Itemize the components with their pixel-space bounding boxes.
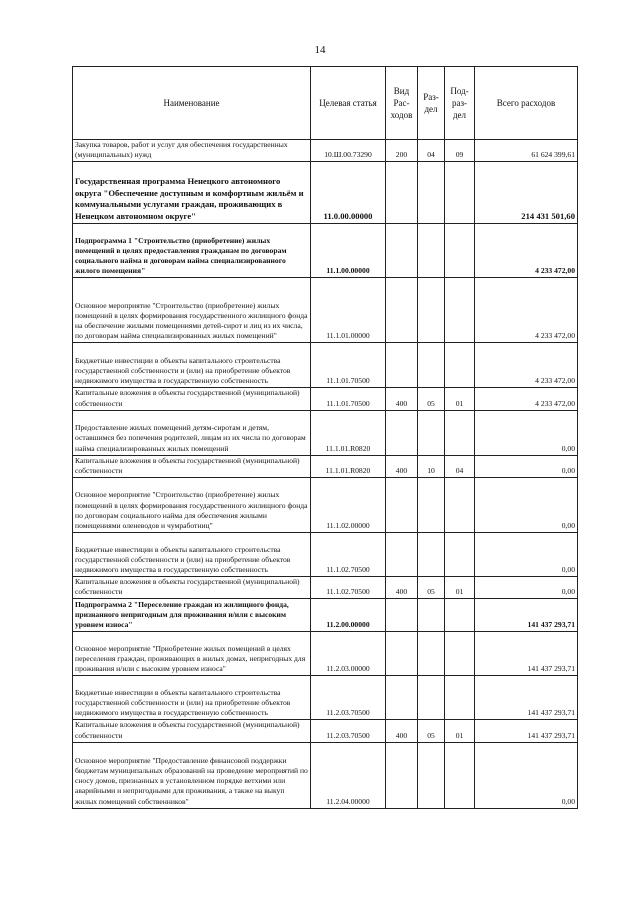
- row-target: 11.1.02.00000: [311, 478, 386, 533]
- row-name: Капитальные вложения в объекты государственной (муниципальной) собственности: [73, 720, 311, 742]
- row-type: [386, 632, 418, 676]
- header-name: Наименование: [73, 67, 311, 140]
- row-type: [386, 478, 418, 533]
- row-section: [418, 343, 445, 388]
- table-row: [73, 343, 578, 388]
- row-section: 05: [418, 388, 445, 410]
- row-type: [386, 162, 418, 224]
- row-target: 11.1.02.70500: [311, 533, 386, 577]
- row-target: 11.2.04.00000: [311, 742, 386, 808]
- row-name: Предоставление жилых помещений детям-сиротам и детям, оставшимся без попечения родителей, лицам из их числа по договорам найма специализированных жилых помещений: [73, 410, 311, 455]
- row-subsection: [445, 742, 475, 808]
- row-subsection: [445, 599, 475, 632]
- row-subsection: [445, 676, 475, 720]
- row-subsection: [445, 410, 475, 455]
- row-section: [418, 599, 445, 632]
- row-type: 400: [386, 388, 418, 410]
- row-total: 4 233 472,00: [475, 388, 578, 410]
- row-target: 11.2.03.00000: [311, 632, 386, 676]
- row-subsection: [445, 478, 475, 533]
- row-target: 11.1.01.R0820: [311, 455, 386, 477]
- row-type: [386, 224, 418, 278]
- row-section: 04: [418, 140, 445, 162]
- row-type: 400: [386, 455, 418, 477]
- row-name: Основное мероприятие "Строительство (приобретение) жилых помещений в целях формирования государственного жилищного фонда на обеспечение жилыми помещениями детей-сирот и лиц из их числа, по договорам найма специализированных жилых помещений": [73, 278, 311, 343]
- row-target: 11.1.00.00000: [311, 224, 386, 278]
- table-row: [73, 140, 578, 162]
- table-row: [73, 478, 578, 533]
- row-target: 11.2.00.00000: [311, 599, 386, 632]
- row-type: 200: [386, 140, 418, 162]
- table-row: [73, 455, 578, 477]
- row-total: 4 233 472,00: [475, 224, 578, 278]
- budget-table: [72, 66, 578, 809]
- row-total: 141 437 293,71: [475, 599, 578, 632]
- row-name: Подпрограмма 2 "Переселение граждан из жилищного фонда, признанного непригодным для проживания и/или с высоким уровнем износа": [73, 599, 311, 632]
- row-section: [418, 410, 445, 455]
- row-name: Капитальные вложения в объекты государственной (муниципальной) собственности: [73, 577, 311, 599]
- row-section: [418, 278, 445, 343]
- row-subsection: 01: [445, 577, 475, 599]
- row-name: Капитальные вложения в объекты государственной (муниципальной) собственности: [73, 455, 311, 477]
- row-name: Подпрограмма 1 "Строительство (приобретение) жилых помещений в целях предоставления гражданам по договорам социального найма и договорам найма специализированного жилого помещения": [73, 224, 311, 278]
- table-row: [73, 676, 578, 720]
- row-total: 0,00: [475, 742, 578, 808]
- row-section: [418, 478, 445, 533]
- row-name: Основное мероприятие "Строительство (приобретение) жилых помещений в целях формирования государственного жилищного фонда по договорам социального найма для обеспечения жилыми помещениями оленеводов и чумработниц": [73, 478, 311, 533]
- table-row: [73, 533, 578, 577]
- row-type: [386, 599, 418, 632]
- row-total: 61 624 399,61: [475, 140, 578, 162]
- table-row: [73, 742, 578, 808]
- row-name: Закупка товаров, работ и услуг для обеспечения государственных (муниципальных) нужд: [73, 140, 311, 162]
- row-total: 4 233 472,00: [475, 343, 578, 388]
- row-total: 141 437 293,71: [475, 720, 578, 742]
- row-section: [418, 632, 445, 676]
- row-total: 214 431 501,60: [475, 162, 578, 224]
- row-section: [418, 533, 445, 577]
- table-row: [73, 632, 578, 676]
- row-target: 11.1.02.70500: [311, 577, 386, 599]
- table-row: [73, 224, 578, 278]
- table-row: [73, 720, 578, 742]
- header-section: Раз- дел: [418, 67, 445, 140]
- row-subsection: 01: [445, 388, 475, 410]
- row-name: Капитальные вложения в объекты государственной (муниципальной) собственности: [73, 388, 311, 410]
- row-name: Бюджетные инвестиции в объекты капитального строительства государственной собственности и (или) на приобретение объектов недвижимого имущества в государственную собственность: [73, 343, 311, 388]
- row-type: 400: [386, 577, 418, 599]
- row-target: 11.0.00.00000: [311, 162, 386, 224]
- table-row: [73, 599, 578, 632]
- table-row: [73, 278, 578, 343]
- row-type: [386, 410, 418, 455]
- row-name: Государственная программа Ненецкого автономного округа "Обеспечение доступным и комфортным жильём и коммунальными услугами граждан, проживающих в Ненецком автономном округе": [73, 162, 311, 224]
- row-section: 05: [418, 577, 445, 599]
- row-total: 0,00: [475, 410, 578, 455]
- row-name: Бюджетные инвестиции в объекты капитального строительства государственной собственности и (или) на приобретение объектов недвижимого имущества в государственную собственность: [73, 676, 311, 720]
- header-target: Целевая статья: [311, 67, 386, 140]
- row-target: 11.2.03.70500: [311, 676, 386, 720]
- row-type: [386, 676, 418, 720]
- row-total: 0,00: [475, 533, 578, 577]
- table-row: [73, 577, 578, 599]
- row-subsection: [445, 533, 475, 577]
- row-section: 05: [418, 720, 445, 742]
- row-total: 0,00: [475, 577, 578, 599]
- header-subsection: Под- раз- дел: [445, 67, 475, 140]
- row-target: 11.1.01.70500: [311, 388, 386, 410]
- table-row: [73, 162, 578, 224]
- row-total: 0,00: [475, 455, 578, 477]
- header-type: Вид Рас- ходов: [386, 67, 418, 140]
- row-section: [418, 224, 445, 278]
- row-subsection: 09: [445, 140, 475, 162]
- row-section: [418, 676, 445, 720]
- row-section: 10: [418, 455, 445, 477]
- row-target: 11.1.01.00000: [311, 278, 386, 343]
- row-name: Бюджетные инвестиции в объекты капитального строительства государственной собственности и (или) на приобретение объектов недвижимого имущества в государственную собственность: [73, 533, 311, 577]
- row-name: Основное мероприятие "Приобретение жилых помещений в целях переселения граждан, проживающих в жилых домах, непригодных для проживания и/или с высоким уровнем износа": [73, 632, 311, 676]
- row-subsection: [445, 162, 475, 224]
- row-total: 141 437 293,71: [475, 632, 578, 676]
- table-row: [73, 410, 578, 455]
- row-type: 400: [386, 720, 418, 742]
- row-subsection: 04: [445, 455, 475, 477]
- row-type: [386, 533, 418, 577]
- row-target: 11.1.01.70500: [311, 343, 386, 388]
- row-subsection: 01: [445, 720, 475, 742]
- header-total: Всего расходов: [475, 67, 578, 140]
- row-total: 0,00: [475, 478, 578, 533]
- row-target: 11.1.01.R0820: [311, 410, 386, 455]
- row-subsection: [445, 632, 475, 676]
- row-section: [418, 162, 445, 224]
- row-type: [386, 742, 418, 808]
- row-subsection: [445, 224, 475, 278]
- row-name: Основное мероприятие "Предоставление финансовой поддержки бюджетам муниципальных образований на проведение мероприятий по сносу домов, признанных в установленном порядке ветхими или аварийными и непригодными для проживания, а также на выкуп жилых помещений собственников": [73, 742, 311, 808]
- row-type: [386, 278, 418, 343]
- row-type: [386, 343, 418, 388]
- row-total: 4 233 472,00: [475, 278, 578, 343]
- row-target: 10.Ш.00.73290: [311, 140, 386, 162]
- row-subsection: [445, 343, 475, 388]
- page-number: 14: [314, 44, 326, 56]
- row-target: 11.2.03.70500: [311, 720, 386, 742]
- row-total: 141 437 293,71: [475, 676, 578, 720]
- table-row: [73, 388, 578, 410]
- row-subsection: [445, 278, 475, 343]
- row-section: [418, 742, 445, 808]
